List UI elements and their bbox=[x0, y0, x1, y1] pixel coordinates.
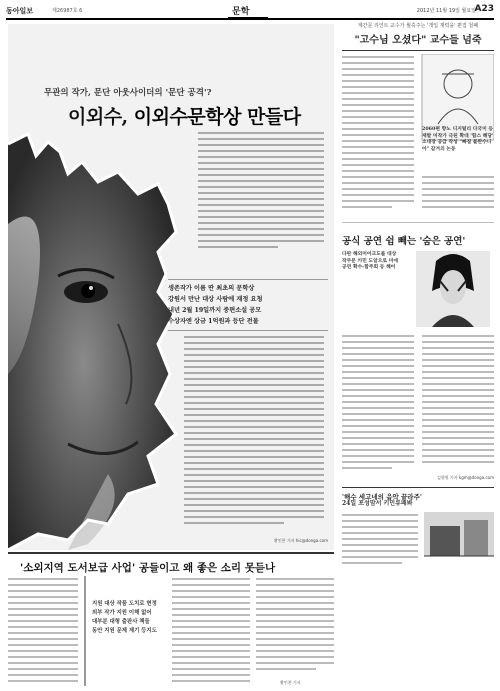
right-story-2-text bbox=[342, 333, 494, 475]
feature-byline: 황인찬 기자 hic@donga.com bbox=[273, 538, 328, 543]
box-rule bbox=[342, 487, 494, 488]
issue-number: 제26987호 6 bbox=[52, 8, 83, 14]
feature-headline bbox=[68, 102, 301, 129]
story-2-subhead: 공연 확수-합주회 등 해어 bbox=[342, 264, 396, 271]
subhead-line: 생존작가 이름 딴 최초의 문학상 bbox=[168, 285, 255, 292]
subhead-line: 수상자엔 상금 1억원과 등단 전물 bbox=[168, 318, 259, 325]
subhead-rule-bottom bbox=[168, 330, 328, 331]
newspaper-logo: 동아일보 bbox=[6, 7, 34, 15]
pull-quote-line: 지원 대상 작품 도치로 현정 bbox=[92, 601, 157, 607]
subhead-rule-top bbox=[168, 279, 328, 280]
masthead bbox=[6, 4, 494, 20]
headline-part-a: 이외수, bbox=[68, 106, 134, 128]
subhead-line: 강원서 만난 대상 사람에 재정 요청 bbox=[168, 296, 263, 303]
performer-photo bbox=[416, 251, 490, 327]
story-2-subhead: 다판 해외머어크도를 대상 bbox=[342, 251, 397, 257]
section-title: 문학 bbox=[232, 7, 250, 17]
bottom-headline: '소외지역 도서보급 사업' 공들이고 왜 좋은 소리 못듣나 bbox=[20, 562, 276, 574]
headline-part-b: 이외수문학상 만들다 bbox=[133, 106, 301, 128]
right-divider bbox=[342, 222, 494, 223]
right-story-2 bbox=[342, 251, 494, 327]
right-byline: 김향원 기자 kgm@donga.com bbox=[437, 475, 494, 480]
story-2-subheads bbox=[342, 251, 416, 327]
box-title: '해수 세고네의 음악 끝라주' bbox=[342, 493, 422, 501]
subhead-line: 내년 2월 19일까지 중편소설 공모 bbox=[168, 307, 262, 314]
bottom-byline: 황인찬 기자 bbox=[280, 680, 301, 685]
feature-kicker: 무관의 작가, 문단 아웃사이더의 '문단 공격'? bbox=[44, 88, 212, 98]
box-subtitle: 24일 포성맘서 키민류패봐 bbox=[342, 500, 413, 507]
section-underline bbox=[228, 17, 268, 18]
pull-quote bbox=[92, 600, 172, 636]
pull-quote-line: 외부 작가 지원 이해 없어 bbox=[92, 610, 152, 616]
story-2-subhead: 작무문 카민 도알으로 미에 bbox=[342, 257, 398, 264]
feature-subheads bbox=[168, 276, 328, 334]
feature-article bbox=[8, 24, 334, 550]
box-content bbox=[342, 512, 494, 570]
pull-quote-line: 대부분 대형 출판사 책들 bbox=[92, 619, 150, 625]
right-headline-2: 공식 공연 쉼 빼는 '숨은 공연' bbox=[342, 236, 466, 247]
right-rule bbox=[342, 50, 494, 51]
issue-date: 2012년 11월 19일 월요일 bbox=[416, 8, 476, 14]
right-kicker: 계간문 리인트 교수가 월혹주는 '개입 재력을' 편집 철폐 bbox=[357, 23, 479, 29]
pull-quote-line: 동안 지원 문제 제기 등지도 bbox=[92, 628, 157, 634]
right-column bbox=[342, 22, 494, 570]
right-headline-1: "고수님 오셨다" 교수들 넘죽 bbox=[354, 35, 482, 46]
right-card-caption: 2060편 향노 디지털리 다국미 등재발 미작가 극된 확대 '함스 해당' 소대장 공급 작성 "빠질 불완수니아" 갈겨의 논동 bbox=[422, 126, 494, 152]
bottom-rule bbox=[8, 552, 334, 554]
page-number: A23 bbox=[474, 4, 494, 14]
